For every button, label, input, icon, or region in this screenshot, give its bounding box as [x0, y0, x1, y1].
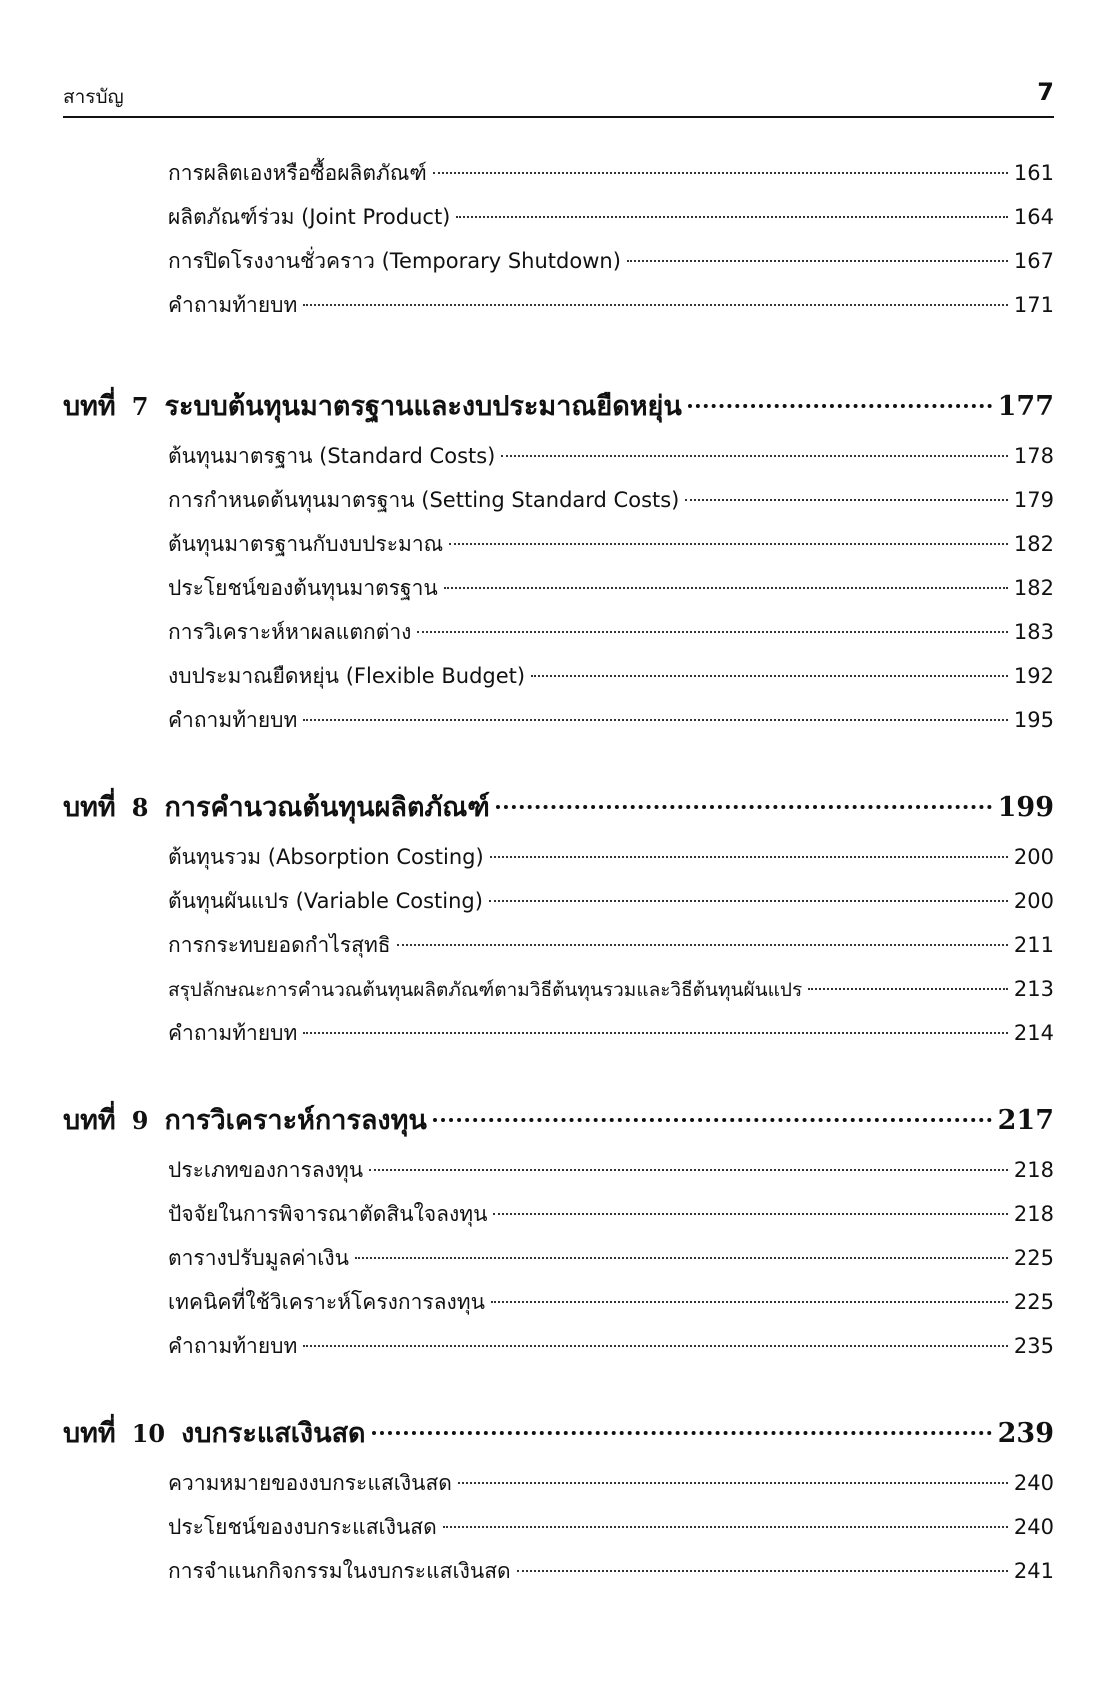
dot-leader	[688, 404, 992, 408]
dot-leader	[303, 719, 1008, 721]
toc-entry-title: ตารางปรับมูลค่าเงิน	[168, 1246, 350, 1270]
dot-leader	[517, 1570, 1008, 1572]
chapter-title: การคำนวณต้นทุนผลิตภัณฑ์	[164, 792, 490, 823]
chapter-label: บทที่	[63, 1418, 116, 1449]
dot-leader	[372, 1431, 992, 1435]
toc-entry-page: 195	[1013, 708, 1054, 732]
toc-entry-title: ต้นทุนรวม (Absorption Costing)	[168, 845, 484, 869]
toc-entry-title: คำถามท้ายบท	[168, 1334, 298, 1358]
dot-leader	[355, 1257, 1008, 1259]
toc-entry[interactable]	[168, 1329, 1054, 1363]
chapter-label: บทที่	[63, 391, 116, 422]
dot-leader	[685, 499, 1008, 501]
dot-leader	[303, 1345, 1008, 1347]
toc-entry-title: ต้นทุนผันแปร (Variable Costing)	[168, 889, 483, 913]
toc-entry-page: 183	[1013, 620, 1054, 644]
toc-entry-title: งบประมาณยืดหยุ่น (Flexible Budget)	[168, 664, 526, 688]
toc-entry-page: 214	[1013, 1021, 1054, 1045]
dot-leader	[369, 1169, 1008, 1171]
toc-entry-page: 179	[1013, 488, 1054, 512]
toc-entry-title: ประโยชน์ของต้นทุนมาตรฐาน	[168, 576, 438, 600]
toc-entry-page: 213	[1013, 977, 1054, 1001]
toc-entry[interactable]	[168, 1153, 1054, 1187]
dot-leader	[531, 675, 1008, 677]
toc-entry[interactable]	[168, 1241, 1054, 1275]
toc-entry-title: ต้นทุนมาตรฐานกับงบประมาณ	[168, 532, 444, 556]
chapter-number: 10	[131, 1419, 166, 1448]
chapter-heading-8[interactable]	[63, 786, 1054, 830]
toc-entry[interactable]	[168, 615, 1054, 649]
toc-entry-page: 235	[1013, 1334, 1054, 1358]
chapter-number: 7	[131, 392, 149, 421]
toc-entry-page: 192	[1013, 664, 1054, 688]
chapter-title: การวิเคราะห์การลงทุน	[164, 1105, 427, 1136]
toc-entry-page: 171	[1013, 293, 1054, 317]
toc-entry-title: การจำแนกกิจกรรมในงบกระแสเงินสด	[168, 1559, 511, 1583]
toc-entry-page: 164	[1013, 205, 1054, 229]
toc-entry-page: 218	[1013, 1158, 1054, 1182]
toc-entry-title: การวิเคราะห์หาผลแตกต่าง	[168, 620, 412, 644]
dot-leader	[496, 805, 992, 809]
dot-leader	[489, 900, 1008, 902]
toc-entry-title: การปิดโรงงานชั่วคราว (Temporary Shutdown)	[168, 249, 621, 273]
toc-entry[interactable]	[168, 439, 1054, 473]
toc-entry[interactable]	[168, 156, 1054, 190]
toc-entry[interactable]	[168, 928, 1054, 962]
toc-entry-page: 240	[1013, 1515, 1054, 1539]
toc-entry[interactable]	[168, 703, 1054, 737]
dot-leader	[433, 1118, 992, 1122]
toc-entry-title: การกระทบยอดกำไรสุทธิ	[168, 933, 391, 957]
toc-entry-title: ความหมายของงบกระแสเงินสด	[168, 1471, 452, 1495]
toc-entry-page: 225	[1013, 1290, 1054, 1314]
toc-entry-title: สรุปลักษณะการคำนวณต้นทุนผลิตภัณฑ์ตามวิธีต้นทุนรวมและวิธีต้นทุนผันแปร	[168, 979, 803, 1001]
toc-entry[interactable]	[168, 1285, 1054, 1319]
chapter-heading-10[interactable]	[63, 1412, 1054, 1456]
toc-entry[interactable]	[168, 1554, 1054, 1588]
toc-entry-title: การกำหนดต้นทุนมาตรฐาน (Setting Standard Costs)	[168, 488, 680, 512]
toc-entry-page: 182	[1013, 576, 1054, 600]
dot-leader	[433, 172, 1008, 174]
toc-entry-page: 218	[1013, 1202, 1054, 1226]
toc-entry[interactable]	[168, 244, 1054, 278]
header-title: สารบัญ	[63, 86, 124, 108]
dot-leader	[490, 856, 1008, 858]
chapter-label: บทที่	[63, 1105, 116, 1136]
toc-entry-title: คำถามท้ายบท	[168, 708, 298, 732]
chapter-page: 217	[997, 1105, 1054, 1136]
toc-entry[interactable]	[168, 884, 1054, 918]
header-page-number: 7	[1037, 78, 1054, 106]
chapter-heading-9[interactable]	[63, 1099, 1054, 1143]
toc-entry-title: การผลิตเองหรือซื้อผลิตภัณฑ์	[168, 161, 427, 185]
dot-leader	[303, 1032, 1008, 1034]
dot-leader	[491, 1301, 1008, 1303]
toc-entry-page: 211	[1013, 933, 1054, 957]
toc-entry-page: 200	[1013, 889, 1054, 913]
chapter-heading-7[interactable]	[63, 385, 1054, 429]
toc-entry-title: ประโยชน์ของงบกระแสเงินสด	[168, 1515, 437, 1539]
toc-entry[interactable]	[168, 288, 1054, 322]
chapter-page: 239	[997, 1418, 1054, 1449]
chapter-number: 8	[131, 793, 149, 822]
toc-entry-title: คำถามท้ายบท	[168, 293, 298, 317]
toc-entry[interactable]	[168, 659, 1054, 693]
dot-leader	[449, 543, 1008, 545]
chapter-title: ระบบต้นทุนมาตรฐานและงบประมาณยืดหยุ่น	[164, 391, 682, 422]
toc-entry[interactable]	[168, 483, 1054, 517]
toc-entry-title: ผลิตภัณฑ์ร่วม (Joint Product)	[168, 205, 451, 229]
dot-leader	[458, 1482, 1008, 1484]
toc-entry-page: 200	[1013, 845, 1054, 869]
toc-entry-page: 240	[1013, 1471, 1054, 1495]
toc-entry[interactable]	[168, 1016, 1054, 1050]
toc-entry[interactable]	[168, 200, 1054, 234]
dot-leader	[501, 455, 1008, 457]
toc-entry-title: ต้นทุนมาตรฐาน (Standard Costs)	[168, 444, 496, 468]
toc-entry[interactable]	[168, 1466, 1054, 1500]
toc-entry-page: 167	[1013, 249, 1054, 273]
dot-leader	[808, 988, 1008, 990]
chapter-page: 177	[997, 391, 1054, 422]
toc-entry-page: 178	[1013, 444, 1054, 468]
chapter-label: บทที่	[63, 792, 116, 823]
toc-entry[interactable]	[168, 972, 1054, 1006]
toc-entry-title: ประเภทของการลงทุน	[168, 1158, 364, 1182]
chapter-number: 9	[131, 1106, 149, 1135]
toc-entry-title: ปัจจัยในการพิจารณาตัดสินใจลงทุน	[168, 1202, 488, 1226]
page-header	[63, 78, 1054, 118]
toc-entry-page: 161	[1013, 161, 1054, 185]
dot-leader	[456, 216, 1008, 218]
chapter-title: งบกระแสเงินสด	[181, 1418, 366, 1449]
toc-entry[interactable]	[168, 1510, 1054, 1544]
toc-entry[interactable]	[168, 527, 1054, 561]
toc-entry-page: 182	[1013, 532, 1054, 556]
toc-entry-page: 225	[1013, 1246, 1054, 1270]
toc-entry[interactable]	[168, 571, 1054, 605]
toc-entry[interactable]	[168, 840, 1054, 874]
toc-entry-page: 241	[1013, 1559, 1054, 1583]
toc-entry-title: เทคนิคที่ใช้วิเคราะห์โครงการลงทุน	[168, 1290, 485, 1314]
dot-leader	[397, 944, 1008, 946]
dot-leader	[444, 587, 1008, 589]
dot-leader	[443, 1526, 1008, 1528]
toc-entry-title: คำถามท้ายบท	[168, 1021, 298, 1045]
dot-leader	[493, 1213, 1007, 1215]
toc-entry[interactable]	[168, 1197, 1054, 1231]
dot-leader	[417, 631, 1008, 633]
dot-leader	[303, 304, 1008, 306]
chapter-page: 199	[997, 792, 1054, 823]
dot-leader	[627, 260, 1008, 262]
